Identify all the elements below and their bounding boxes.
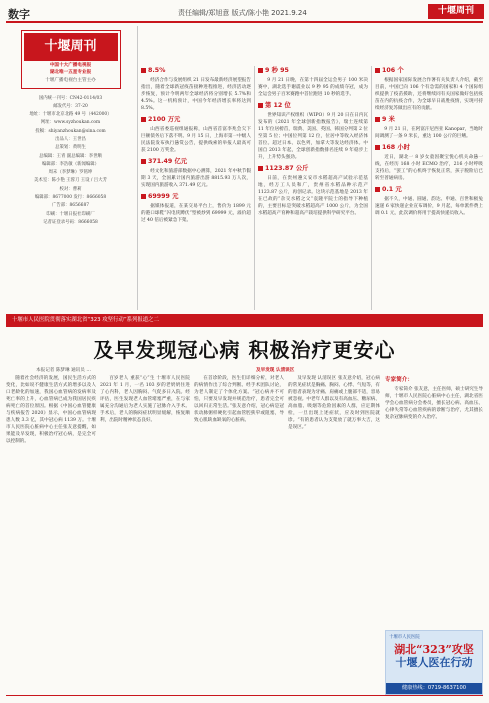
brief-header (141, 115, 251, 124)
masthead-info-line: 校对：曹莉 (59, 186, 82, 192)
red-square-icon (258, 166, 263, 171)
news-brief (141, 157, 251, 189)
red-square-icon (375, 68, 380, 73)
header-rule (6, 21, 483, 23)
masthead-info-line: 地址：十堰市北京北路 49 号（442000） (29, 112, 112, 118)
red-square-icon (141, 159, 146, 164)
expert-label: 专家简介： (385, 377, 413, 383)
brief-header (258, 164, 368, 173)
brief-title: 69999 元 (148, 193, 179, 200)
brief-header (141, 157, 251, 166)
news-brief (375, 115, 483, 140)
masthead-info-line: 网址：www.syzhoukan.com (40, 120, 101, 126)
masthead-info-line: 总策划：黄明生 (55, 145, 86, 151)
red-square-icon (141, 68, 146, 73)
article-paragraph: 百岁老人 重获“心”生 十堰市人民医院 2021 年 1 月，一名 103 岁的老奶奶住进了心内科，老人因胸闷、气促多日入院。经评估，医生发现老人血管堵塞严重，在与家属充分沟通后为老人实施了冠脉介入手术。手术后，老人的胸闷症状明显缓解，恢复顺利，出院时精神状态良好。 (100, 376, 190, 423)
briefs-column-4 (375, 66, 483, 310)
page-meta: 责任编辑/郑旭意 版式/陈小艳 2021.9.24 (178, 9, 307, 17)
red-square-icon (375, 145, 380, 150)
brief-text: 9 月 21 日晚，在第十四届全运会男子 100 米决赛中，湖北选手谢震业以 9 秒 95 的成绩夺冠，成为全运会男子百米赛跑中首位跑进 10 秒的选手。 (258, 78, 368, 97)
news-brief (258, 164, 368, 217)
masthead-info-line: 印刷：十堰日报社印刷厂 (46, 211, 95, 217)
brief-text: 经文化和旅游部数据中心测算，2021 年中秋节假期 3 天，全国累计国内旅游出游 8815.93 万人次，实现国内旅游收入 371.49 亿元。 (141, 169, 251, 188)
brief-header (375, 115, 483, 124)
article-column-1 (6, 375, 96, 693)
ad-title-2: 十堰人医在行动 (395, 656, 473, 669)
brief-title: 9 秒 95 (265, 67, 289, 74)
brief-text: 据媒体报道，在某交易平台上，售价为 1899 元的港口球鞋“闪电侠蹲伏”型被炒到 69999 元，溢价超过 40 倍后被紧急下架。 (141, 204, 251, 223)
masthead-logo: 十堰周刊 (24, 33, 118, 61)
subhead-section: 及早发现 认清误区 (256, 368, 295, 373)
brief-title: 0.1 元 (382, 186, 402, 193)
hospital-ad (385, 630, 483, 695)
section-name: 数字 (8, 8, 30, 21)
expert-bio: 专家简介 张友意，主任医师，硕士研究生导师，十堰市人民医院心脏病中心主任，湖北省医学会心血管病分会委员，擅长冠心病、高血压、心律失常等心血管疾病的诊断与治疗，尤其擅长复杂冠脉病变的介入治疗。 (385, 387, 483, 420)
masthead-info-line: 美术室：陈小艳 王蓉刀 王设 / 吕大芳 (34, 178, 107, 184)
news-brief (141, 192, 251, 224)
news-brief (375, 66, 483, 112)
brief-title: 9 米 (382, 116, 395, 123)
news-brief (141, 115, 251, 154)
article-column-5 (385, 375, 483, 625)
news-brief (258, 66, 368, 98)
brief-header (141, 192, 251, 201)
article-paragraph: 在首诊阶段，医生们详细分析，对老人的病情作出了综合判断。经手术团队讨论，为老人制定了个体化方案。“冠心病并不可怕，只要及早发现并规范治疗，患者完全可以回归正常生活。”张友意介绍，冠心病是冠状动脉粥样硬化引起血管腔狭窄或阻塞，导致心肌缺血缺氧的心脏病。 (194, 376, 284, 423)
brief-title: 371.49 亿元 (148, 158, 188, 165)
brief-title: 106 个 (382, 67, 404, 74)
brief-text: 根据国家国际发展合作署有关负责人介绍，截至目前，中国已向 106 个有急需的国家和 4 个国际组织提供了疫苗援助，还将继续同有关国家做好包括疫苗在内的抗疫合作，为全球早日战胜疫情，实现可持续经济复苏做出应有的贡献。 (375, 78, 483, 111)
red-square-icon (375, 117, 380, 122)
article-paragraph: 随着社会经济的发展，国民生活方式的变化，比如说不健康生活方式的增多以及人口老龄化的加速，我国心血管病的发病率及死亡率的上升，心血管病已成为我国居民疾病死亡的首位原因。根据《中国心血管健康与疾病报告 2020》显示，中国心血管病现患人数 3.3 亿，其中冠心病 1139 万。十堰市人民医院心脏病中心主任张友意提醒，如果能及早发现，积极治疗冠心病，是完全可以控制的。 (6, 376, 96, 444)
brief-text: 9 月 21 日，在阿富汗尼西亚 Kanopar，当地时间调测了一条 9 米长，重达 100 公斤的巨鳍。 (375, 127, 483, 139)
red-square-icon (258, 68, 263, 73)
column-divider (137, 26, 138, 310)
masthead-info-line: 编辑部：李浩敏（新闻编辑） (41, 161, 100, 167)
brief-text: 近日，湖北一 8 岁女童因聚宝悦心机关命悬一线，在经历 168 小时 ECMO 治疗，216 小时呼吸支持后，“罢工”的心机终于恢复正常，孩子脱险后已转至普通病房。 (375, 155, 483, 181)
article-column-3 (194, 375, 284, 693)
header-logo: 十堰周刊 (428, 4, 484, 19)
masthead-info-line: 国内统一刊号：CN42-0114/03 (38, 95, 103, 101)
brief-header (375, 66, 483, 75)
brief-header (141, 66, 251, 75)
brief-text: 山西省委巡视组通报称，山西省首富李兆会欠下巨额债务后下落不明。9 月 15 日，上海市第一中级人民法院发布执行悬赏公告，提供线索的举报人最高可获 2100 万奖金。 (141, 127, 251, 153)
masthead-tagline-2: 湖北唯一五星专业报 (49, 69, 92, 75)
brief-title: 8.5% (148, 67, 166, 74)
masthead-info-line: 记者证登录号码：8666058 (43, 219, 98, 225)
red-square-icon (375, 187, 380, 192)
brief-title: 1123.87 公斤 (265, 165, 309, 172)
brief-header (258, 66, 368, 75)
ad-title-1: 湖北“323”攻坚 (394, 643, 474, 656)
ad-hospital-name: 十堰市人民医院 (389, 635, 420, 640)
brief-text: 据不久，中通、圆通、韵达、申通、百世和极兔速递 6 家快递企业宣布调价，9 月起，每单派件费上调 0.1 元，此次调价将用于提高快递员收入。 (375, 197, 483, 216)
masthead-info-line: 邮发代号：37-20 (53, 103, 88, 109)
masthead-info-line: 投稿：shiyanzhoukan@sina.com (35, 128, 106, 134)
article-headline: 及早发现冠心病 积极治疗更安心 (93, 338, 396, 362)
briefs-column-3 (258, 66, 368, 310)
masthead-info-line: 总编辑：王青 副总编辑：李世顺 (39, 153, 102, 159)
footer-rule (6, 695, 483, 696)
brief-header (258, 101, 368, 110)
article-paragraph: 及早发现 认清误区 张友意介绍，冠心病的常见症状是胸痛、胸闷、心悸、气短等，有的患者表现为牙痛、肩痛或上腹部不适，容易被忽视。中老年人群以及有高血压、糖尿病、高血脂、吸烟等危险因素的人群，应定期体检，一旦出现上述症状，应及时到医院就诊。“有的患者认为支架放了就万事大吉，这是误区。” (288, 376, 380, 430)
masthead-info-line: 周末（李梦琳）罗铭坤 (48, 170, 93, 176)
news-brief (258, 101, 368, 161)
brief-title: 168 小时 (382, 144, 410, 151)
ad-hotline: 健康热线：0719-8637100 (386, 683, 482, 694)
column-divider (371, 66, 372, 310)
briefs-column-2 (141, 66, 251, 310)
masthead-info-line: 编辑部：8677000 发行：8666058 (34, 195, 107, 201)
brief-text: 日前，在贵州遵义安市水稻超高产试验示范基地，经万工人员和广，贵州省水稻品种示范产 1123.87 公斤，再创记录。这块示范基地是 2013 年在已故的“杂交水稻之父”袁隆平院士的指导下种植的，主要目标是突破水稻超高产 1000 公斤，为全国水稻超高产育种和超高产栽培提供科学研究平台。 (258, 176, 368, 216)
masthead-tagline-1: 中国十大广播电视报 (49, 63, 92, 68)
masthead-sponsor: 十堰广播电视台主管主办 (45, 78, 96, 83)
masthead (6, 26, 135, 326)
byline: 本报记者 陈梦琳 通讯员 … (36, 368, 91, 373)
news-brief (375, 143, 483, 182)
masthead-box (21, 30, 121, 89)
brief-text: 世界知识产权组织（WIPO）9 月 20 日在日内瓦发布的《2021 年全球创新指数报告》，瑞士连续第 11 年位居榜首，瑞典、美国、英国、韩国分列第 2 位至第 5 位；中国位列第 12 位，位居中等收入经济体首位。超过日本、以色列，加拿大等发达经济体。中国自 2013 年起，全球创新指数排名连续 9 年稳步上升，上升势头强劲。 (258, 113, 368, 160)
brief-title: 第 12 位 (265, 102, 291, 109)
series-banner: 十堰市人民医院贯彻落实湖北省“323 攻坚行动”系列报道之二 (6, 314, 483, 327)
masthead-info (6, 95, 135, 228)
news-brief (141, 66, 251, 112)
column-divider (254, 66, 255, 310)
red-square-icon (141, 117, 146, 122)
brief-header (375, 185, 483, 194)
article-subheads (6, 367, 483, 375)
red-square-icon (141, 194, 146, 199)
article-column-4 (288, 375, 380, 693)
brief-header (375, 143, 483, 152)
masthead-info-line: 出品人：王世昌 (55, 136, 86, 142)
article-column-2 (100, 375, 190, 693)
red-square-icon (258, 103, 263, 108)
brief-text: 经济合作与发展组织 21 日发布最新经济展望报告指出，随着全球新冠疫苗接种进程推进，经济活动逐步恢复，预计今明两年全球经济将分别增长 5.7%和 4.5%。这一机构预计，中国今年经济增长率将达到 8.5%。 (141, 78, 251, 111)
news-brief (375, 185, 483, 217)
brief-title: 2100 万元 (148, 116, 181, 123)
masthead-info-line: 广告部：8656687 (51, 203, 90, 209)
